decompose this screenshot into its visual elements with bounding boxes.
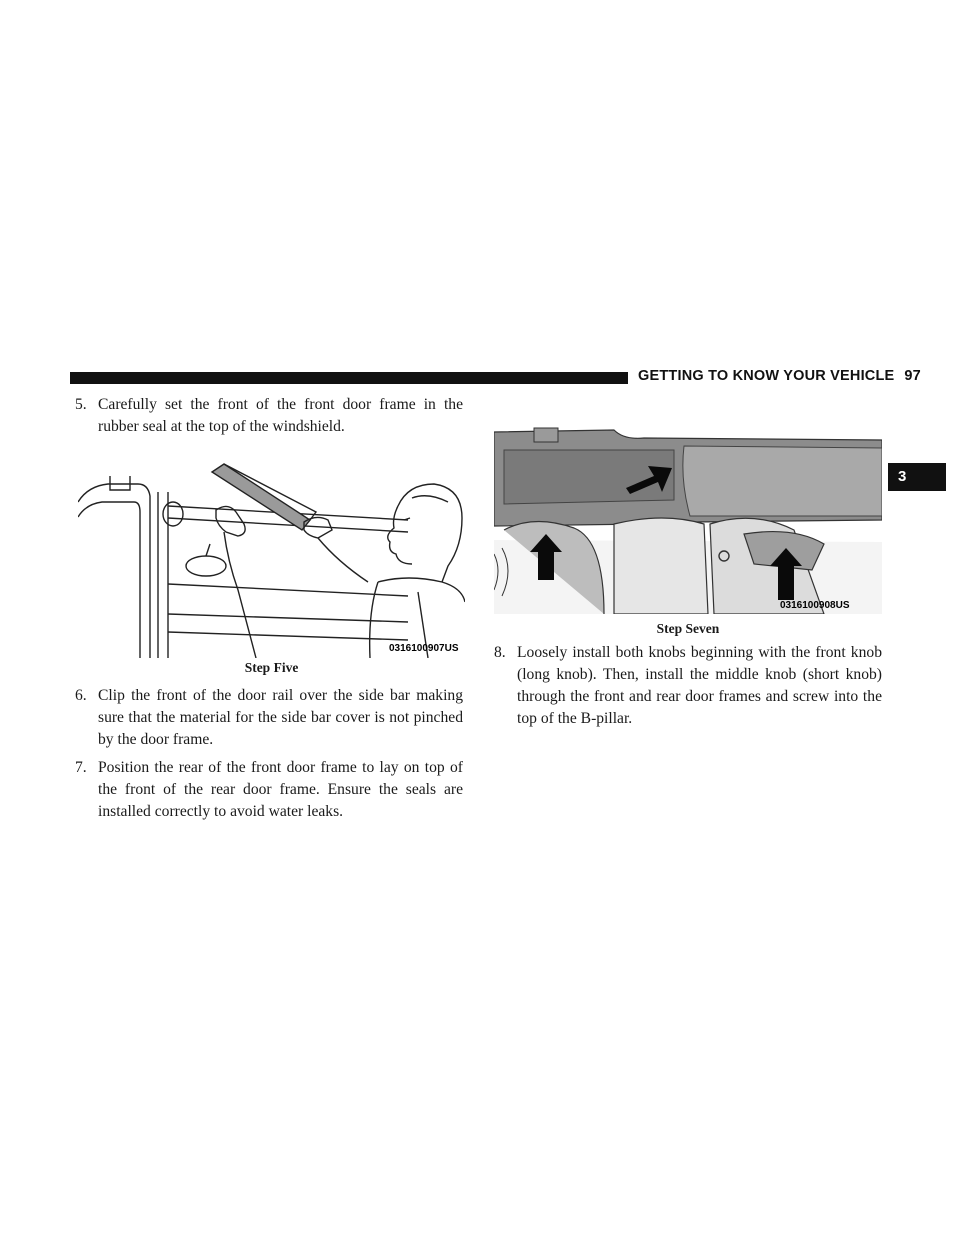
step-5 bbox=[75, 394, 463, 438]
step-number: 8. bbox=[494, 644, 506, 661]
step-8 bbox=[494, 642, 882, 730]
step-number: 5. bbox=[75, 396, 87, 413]
knob-install-drawing bbox=[494, 420, 882, 614]
step-text: Position the rear of the front door frame to lay on top of the front of the rear door frame. Ensure the seals are installed correctly to avoid water leaks. bbox=[98, 759, 463, 820]
page-number: 97 bbox=[904, 368, 921, 384]
step-number: 7. bbox=[75, 759, 87, 776]
figure-caption: Step Seven bbox=[656, 621, 720, 636]
step-6 bbox=[75, 685, 463, 751]
step-text: Carefully set the front of the front door frame in the rubber seal at the top of the windshield. bbox=[98, 396, 463, 435]
step-text: Loosely install both knobs beginning with the front knob (long knob). Then, install the middle knob (short knob) through the front and rear door frames and screw into the top of the B-pillar. bbox=[517, 644, 882, 727]
step-seven-illustration bbox=[494, 420, 882, 614]
running-header bbox=[638, 368, 921, 384]
figure-code: 0316100907US bbox=[389, 643, 459, 654]
chapter-tab: 3 bbox=[888, 463, 946, 491]
door-frame-install-drawing bbox=[78, 462, 465, 658]
figure-code: 0316100908US bbox=[780, 600, 850, 611]
step-text: Clip the front of the door rail over the side bar making sure that the material for the side bar cover is not pinched by the door frame. bbox=[98, 687, 463, 748]
figure-caption: Step Five bbox=[244, 660, 299, 675]
section-title: GETTING TO KNOW YOUR VEHICLE bbox=[638, 368, 895, 384]
step-7 bbox=[75, 757, 463, 823]
step-number: 6. bbox=[75, 687, 87, 704]
header-rule bbox=[70, 372, 628, 384]
step-five-illustration bbox=[78, 462, 465, 658]
